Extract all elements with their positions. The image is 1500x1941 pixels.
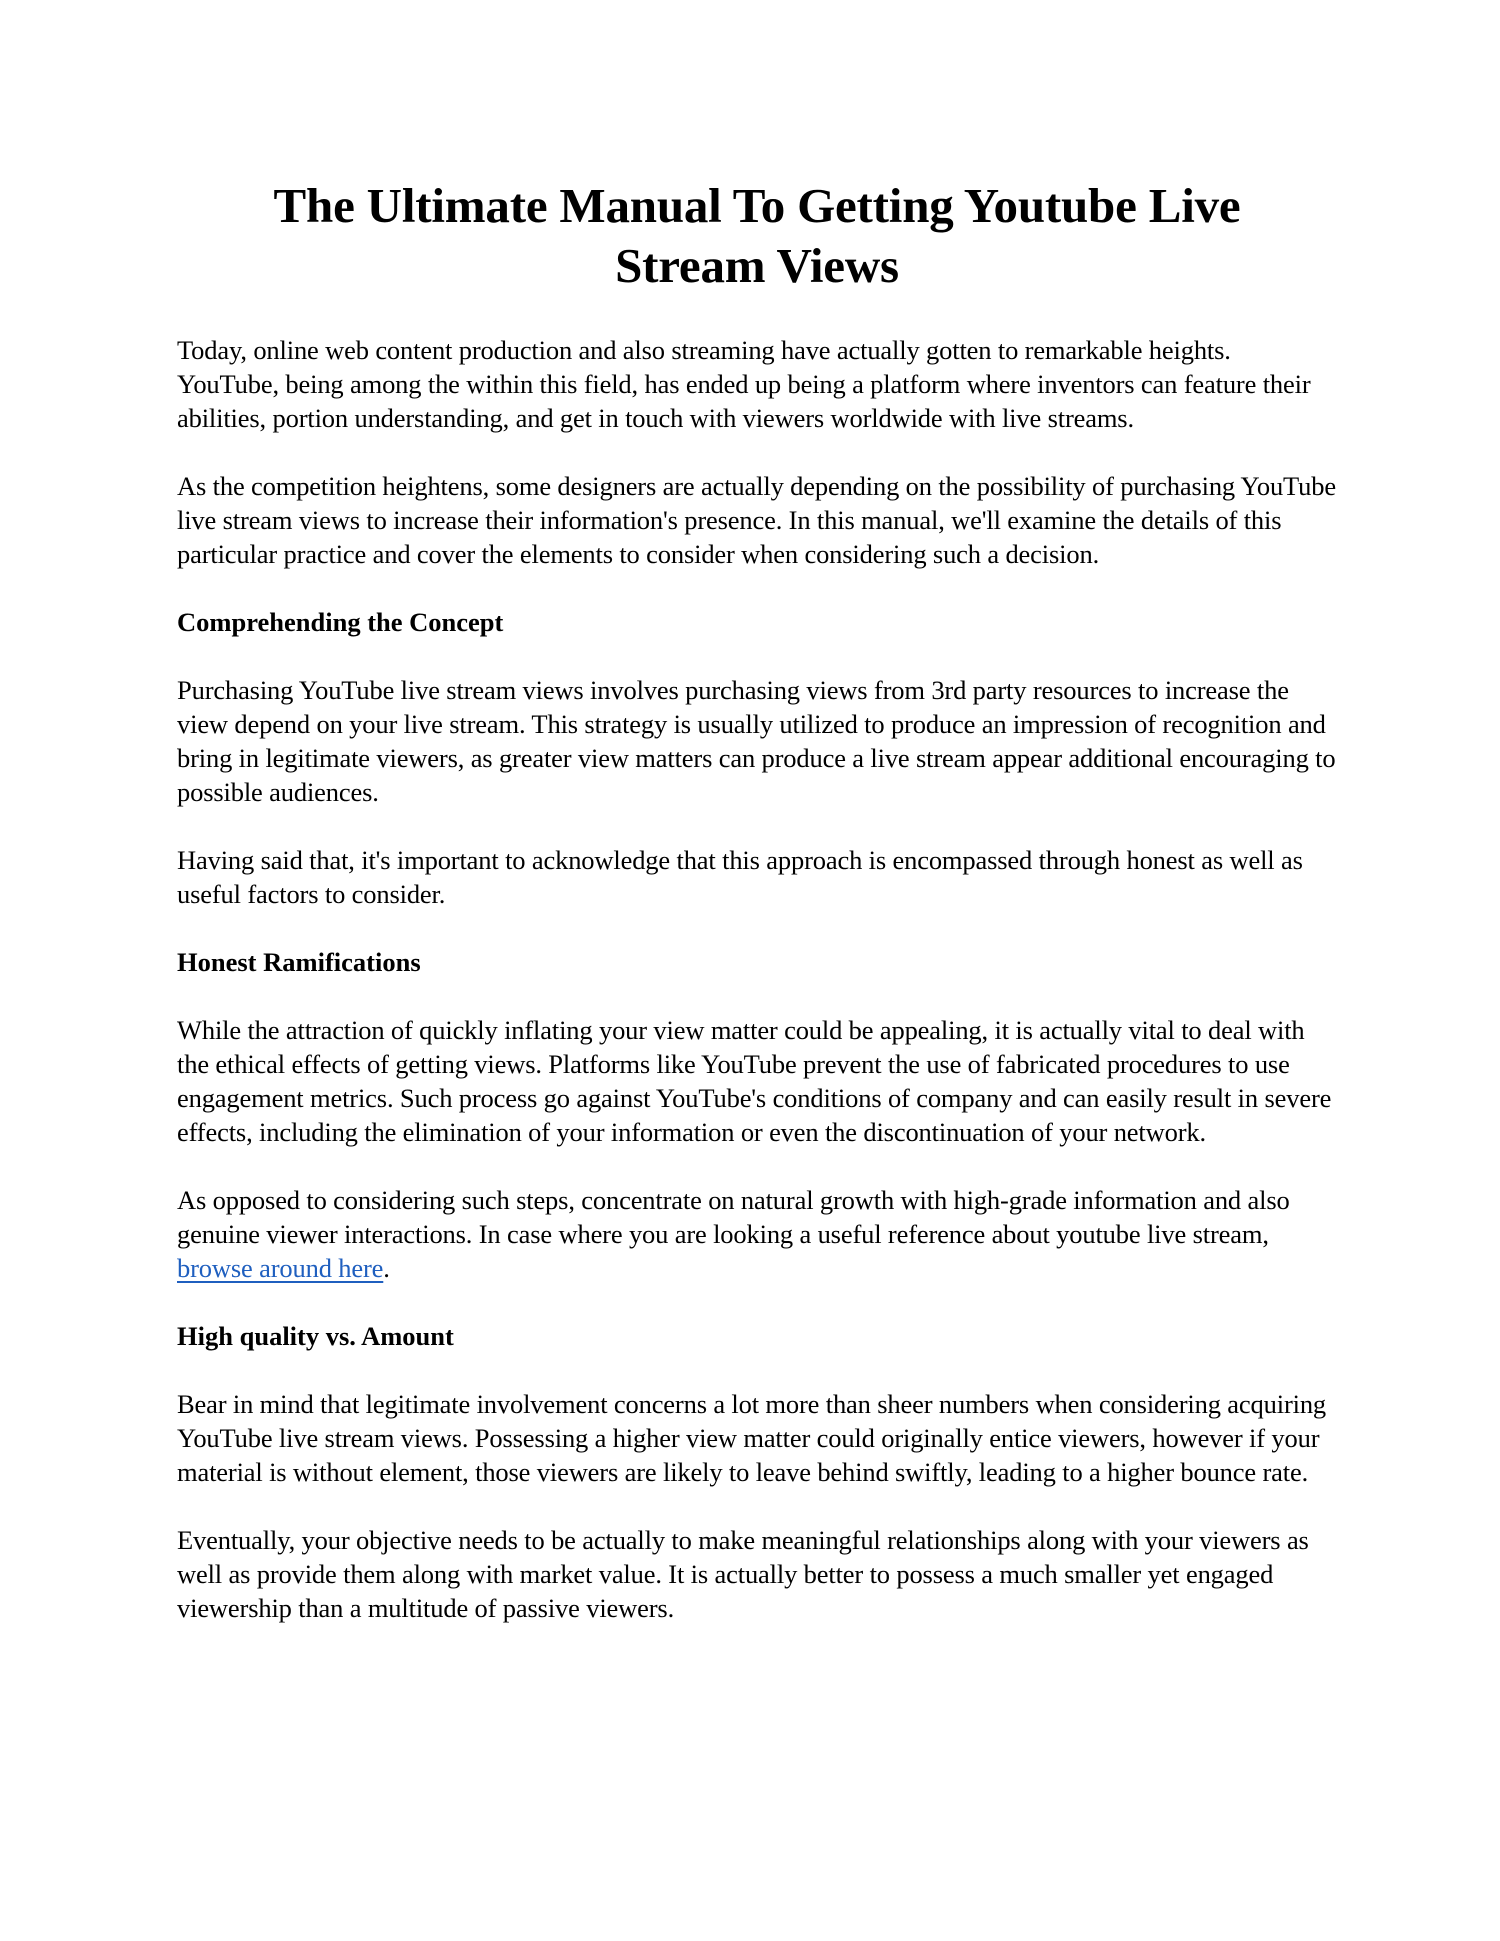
document-page (177, 176, 1337, 1625)
section-heading: Honest Ramifications (177, 947, 421, 977)
spacer (177, 911, 1337, 945)
section-heading: Comprehending the Concept (177, 607, 504, 637)
spacer (177, 1149, 1337, 1183)
section-paragraph: Having said that, it's important to acknowledge that this approach is encompassed through honest as well as useful factors to consider. (177, 845, 1303, 909)
spacer (177, 571, 1337, 605)
link-paragraph (177, 1183, 1337, 1285)
intro-paragraph-1: Today, online web content production and also streaming have actually gotten to remarkable heights. YouTube, being among the within this field, has ended up being a platform where inventors can feature their abilities, portion understanding, and get in touch with viewers worldwide with live streams. (177, 335, 1311, 433)
spacer (177, 296, 1337, 333)
spacer (177, 1353, 1337, 1387)
spacer (177, 809, 1337, 843)
section-honest-ramifications (177, 945, 1337, 1319)
section-paragraph: While the attraction of quickly inflating your view matter could be appealing, it is actually vital to deal with the ethical effects of getting views. Platforms like YouTube prevent the use of fabricated procedures to use engagement metrics. Such process go against YouTube's conditions of company and can easily result in severe effects, including the elimination of your information or even the discontinuation of your network. (177, 1015, 1332, 1147)
document-title: The Ultimate Manual To Getting Youtube Live Stream Views (273, 178, 1241, 293)
spacer (177, 979, 1337, 1013)
browse-around-here-link[interactable]: browse around here (177, 1253, 384, 1283)
section-paragraph: Purchasing YouTube live stream views involves purchasing views from 3rd party resources to increase the view depend on your live stream. This strategy is usually utilized to produce an impression of recognition and bring in legitimate viewers, as greater view matters can produce a live stream appear additional encouraging to possible audiences. (177, 675, 1336, 807)
link-paragraph-end: . (383, 1253, 390, 1283)
spacer (177, 639, 1337, 673)
spacer (177, 1285, 1337, 1319)
section-paragraph: Eventually, your objective needs to be actually to make meaningful relationships along with your viewers as well as provide them along with market value. It is actually better to possess a much smaller yet engaged viewership than a multitude of passive viewers. (177, 1525, 1309, 1623)
section-heading: High quality vs. Amount (177, 1321, 454, 1351)
link-paragraph-text: As opposed to considering such steps, concentrate on natural growth with high-grade information and also genuine viewer interactions. In case where you are looking a useful reference about youtube live stream, (177, 1185, 1290, 1249)
intro-paragraph-2: As the competition heightens, some designers are actually depending on the possibility of purchasing YouTube live stream views to increase their information's presence. In this manual, we'll examine the details of this particular practice and cover the elements to consider when considering such a decision. (177, 471, 1336, 569)
section-comprehending-the-concept (177, 605, 1337, 945)
spacer (177, 435, 1337, 469)
spacer (177, 1489, 1337, 1523)
section-high-quality-vs-amount (177, 1319, 1337, 1625)
section-paragraph: Bear in mind that legitimate involvement concerns a lot more than sheer numbers when considering acquiring YouTube live stream views. Possessing a higher view matter could originally entice viewers, however if your material is without element, those viewers are likely to leave behind swiftly, leading to a higher bounce rate. (177, 1389, 1327, 1487)
